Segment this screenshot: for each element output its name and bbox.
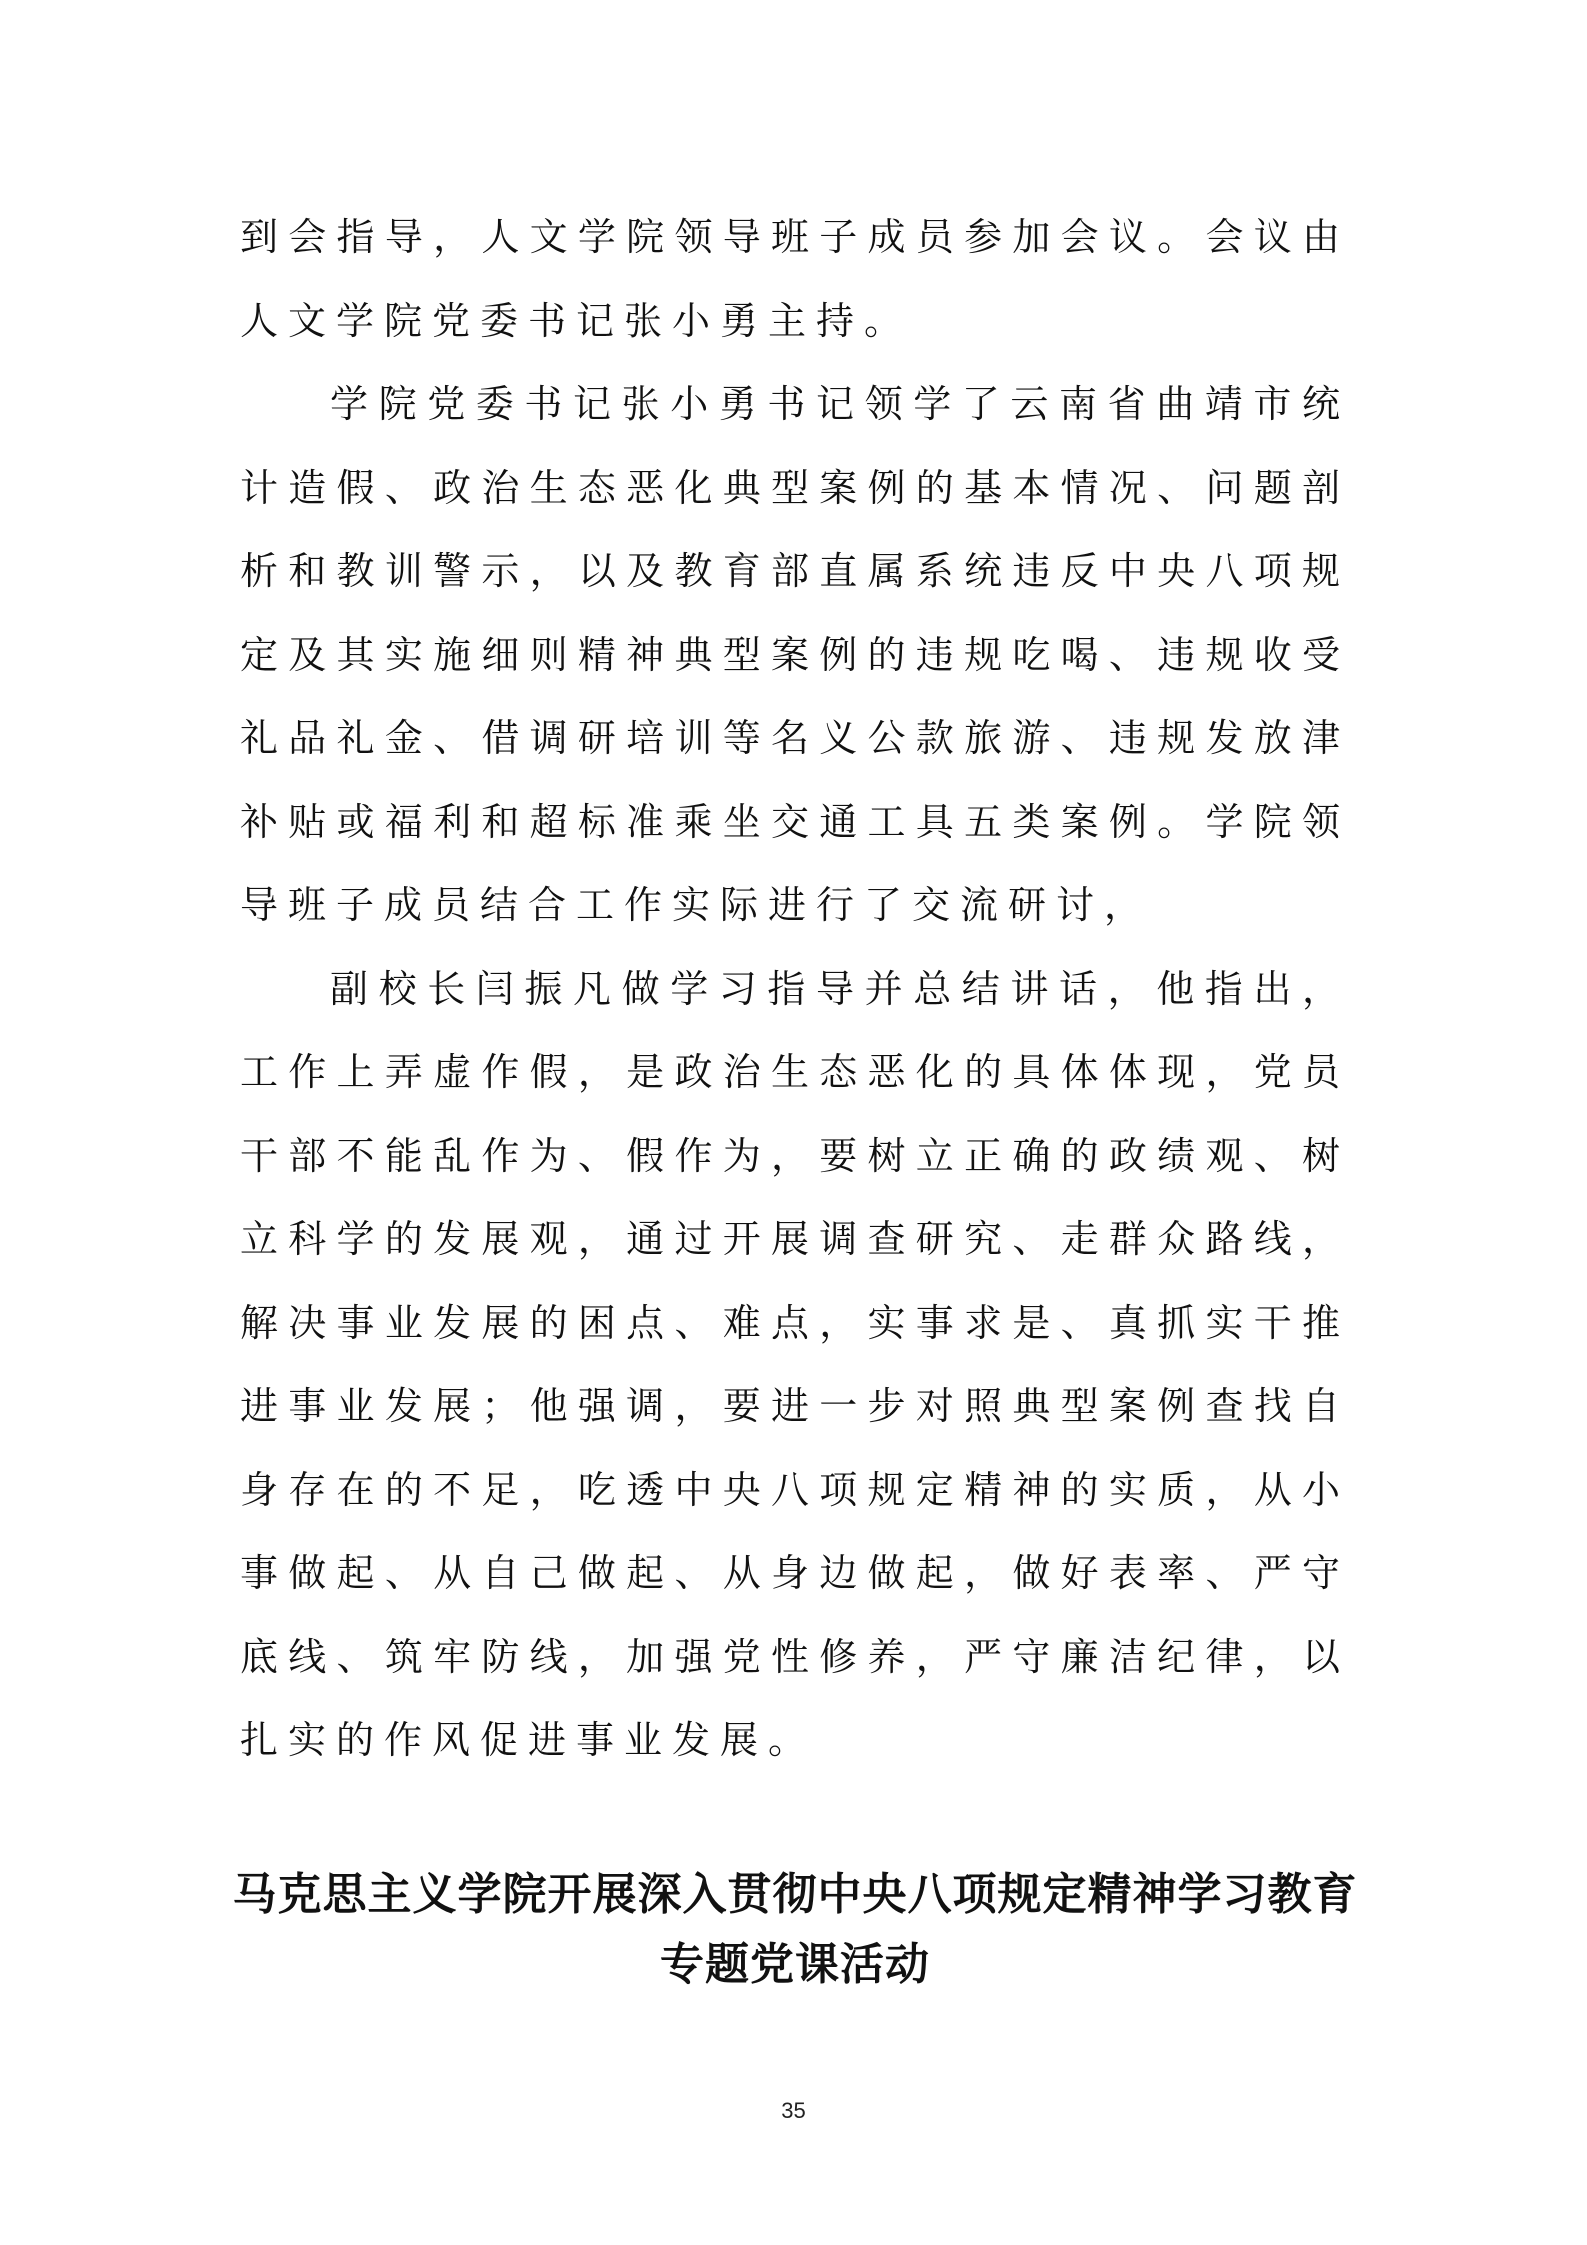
paragraph-2: 学院党委书记张小勇书记领学了云南省曲靖市统计造假、政治生态恶化典型案例的基本情况、问题剖析和教训警示，以及教育部直属系统违反中央八项规定及其实施细则精神典型案例的违规吃喝、违规收受礼品礼金、借调研培训等名义公款旅游、违规发放津补贴或福利和超标准乘坐交通工具五类案例。学院领导班子成员结合工作实际进行了交流研讨， [240,382,1350,927]
paragraph-3: 副校长闫振凡做学习指导并总结讲话，他指出，工作上弄虚作假，是政治生态恶化的具体体现，党员干部不能乱作为、假作为，要树立正确的政绩观、树立科学的发展观，通过开展调查研究、走群众路线，解决事业发展的困点、难点，实事求是、真抓实干推进事业发展；他强调，要进一步对照典型案例查找自身存在的不足，吃透中央八项规定精神的实质，从小事做起、从自己做起、从身边做起，做好表率、严守底线、筑牢防线，加强党性修养，严守廉洁纪律，以扎实的作风促进事业发展。 [240,966,1350,1762]
paragraph-1: 到会指导，人文学院领导班子成员参加会议。会议由人文学院党委书记张小勇主持。 [240,215,1350,343]
section-title [200,1860,1390,2000]
body-text [240,196,1350,1783]
page-number: 35 [781,2098,806,2123]
section-title-line-1: 马克思主义学院开展深入贯彻中央八项规定精神学习教育 [232,1869,1358,1920]
section-title-line-2: 专题党课活动 [660,1939,930,1990]
